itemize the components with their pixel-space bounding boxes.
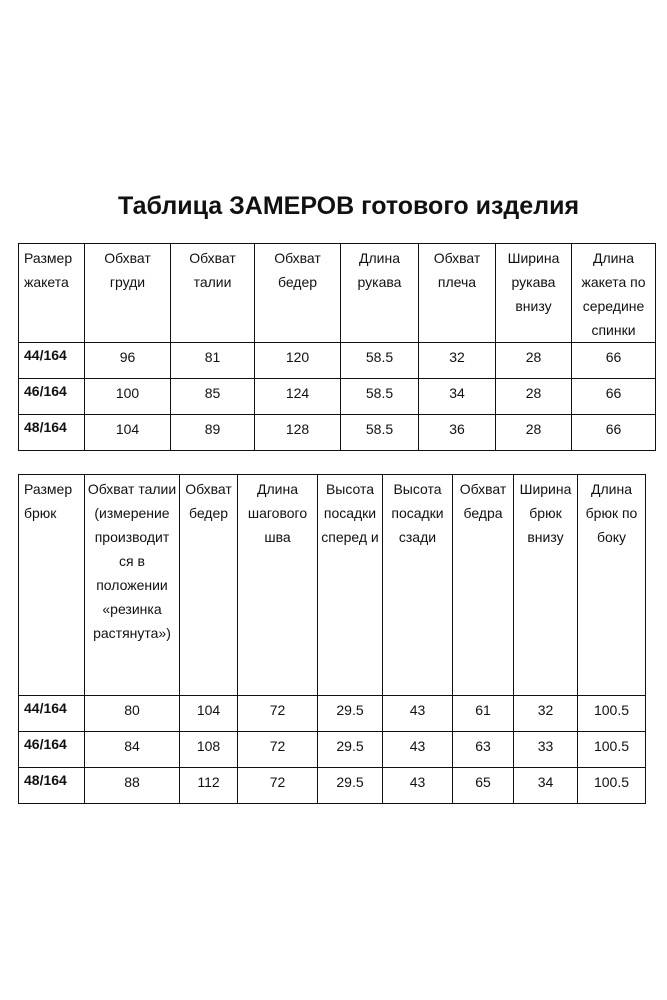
value-cell: 85 <box>171 379 255 415</box>
table-row <box>19 768 646 804</box>
header-cell: Обхват бедра <box>453 475 514 696</box>
size-cell: 44/164 <box>19 343 85 379</box>
value-cell: 88 <box>85 768 180 804</box>
value-cell: 36 <box>419 415 496 451</box>
header-cell: Ширина брюк внизу <box>514 475 578 696</box>
table-header-row <box>19 475 646 696</box>
table-row <box>19 343 656 379</box>
header-cell: Длина рукава <box>341 244 419 343</box>
value-cell: 28 <box>496 379 572 415</box>
value-cell: 100.5 <box>578 768 646 804</box>
value-cell: 100.5 <box>578 696 646 732</box>
value-cell: 108 <box>180 732 238 768</box>
header-cell: Длина шагового шва <box>238 475 318 696</box>
header-cell: Обхват бедер <box>255 244 341 343</box>
jacket-measurements-table <box>18 243 656 451</box>
value-cell: 124 <box>255 379 341 415</box>
header-cell: Размер брюк <box>19 475 85 696</box>
header-cell: Обхват талии <box>171 244 255 343</box>
value-cell: 80 <box>85 696 180 732</box>
header-cell: Обхват бедер <box>180 475 238 696</box>
value-cell: 84 <box>85 732 180 768</box>
value-cell: 29.5 <box>318 768 383 804</box>
value-cell: 63 <box>453 732 514 768</box>
size-cell: 48/164 <box>19 415 85 451</box>
value-cell: 43 <box>383 768 453 804</box>
value-cell: 81 <box>171 343 255 379</box>
header-cell: Ширина рукава внизу <box>496 244 572 343</box>
table-row <box>19 696 646 732</box>
table-row <box>19 379 656 415</box>
value-cell: 72 <box>238 696 318 732</box>
table-row <box>19 732 646 768</box>
value-cell: 72 <box>238 732 318 768</box>
header-cell: Обхват талии (измерение производит ся в положении «резинка растянута») <box>85 475 180 696</box>
page-title: Таблица ЗАМЕРОВ готового изделия <box>117 192 580 220</box>
value-cell: 100.5 <box>578 732 646 768</box>
value-cell: 66 <box>572 379 656 415</box>
value-cell: 112 <box>180 768 238 804</box>
header-cell: Высота посадки сперед и <box>318 475 383 696</box>
value-cell: 89 <box>171 415 255 451</box>
header-cell: Длина жакета по середине спинки <box>572 244 656 343</box>
value-cell: 32 <box>419 343 496 379</box>
header-cell: Длина брюк по боку <box>578 475 646 696</box>
value-cell: 28 <box>496 343 572 379</box>
value-cell: 29.5 <box>318 732 383 768</box>
size-cell: 46/164 <box>19 732 85 768</box>
size-cell: 48/164 <box>19 768 85 804</box>
value-cell: 104 <box>85 415 171 451</box>
value-cell: 34 <box>419 379 496 415</box>
value-cell: 29.5 <box>318 696 383 732</box>
header-cell: Высота посадки сзади <box>383 475 453 696</box>
value-cell: 58.5 <box>341 379 419 415</box>
value-cell: 28 <box>496 415 572 451</box>
value-cell: 72 <box>238 768 318 804</box>
value-cell: 43 <box>383 732 453 768</box>
value-cell: 96 <box>85 343 171 379</box>
trousers-measurements-table <box>18 474 646 804</box>
size-cell: 46/164 <box>19 379 85 415</box>
value-cell: 66 <box>572 343 656 379</box>
header-cell: Размер жакета <box>19 244 85 343</box>
value-cell: 32 <box>514 696 578 732</box>
table-header-row <box>19 244 656 343</box>
value-cell: 43 <box>383 696 453 732</box>
size-cell: 44/164 <box>19 696 85 732</box>
value-cell: 61 <box>453 696 514 732</box>
table-row <box>19 415 656 451</box>
value-cell: 58.5 <box>341 343 419 379</box>
header-cell: Обхват груди <box>85 244 171 343</box>
value-cell: 58.5 <box>341 415 419 451</box>
value-cell: 34 <box>514 768 578 804</box>
value-cell: 100 <box>85 379 171 415</box>
value-cell: 120 <box>255 343 341 379</box>
value-cell: 66 <box>572 415 656 451</box>
value-cell: 104 <box>180 696 238 732</box>
value-cell: 33 <box>514 732 578 768</box>
header-cell: Обхват плеча <box>419 244 496 343</box>
value-cell: 65 <box>453 768 514 804</box>
value-cell: 128 <box>255 415 341 451</box>
